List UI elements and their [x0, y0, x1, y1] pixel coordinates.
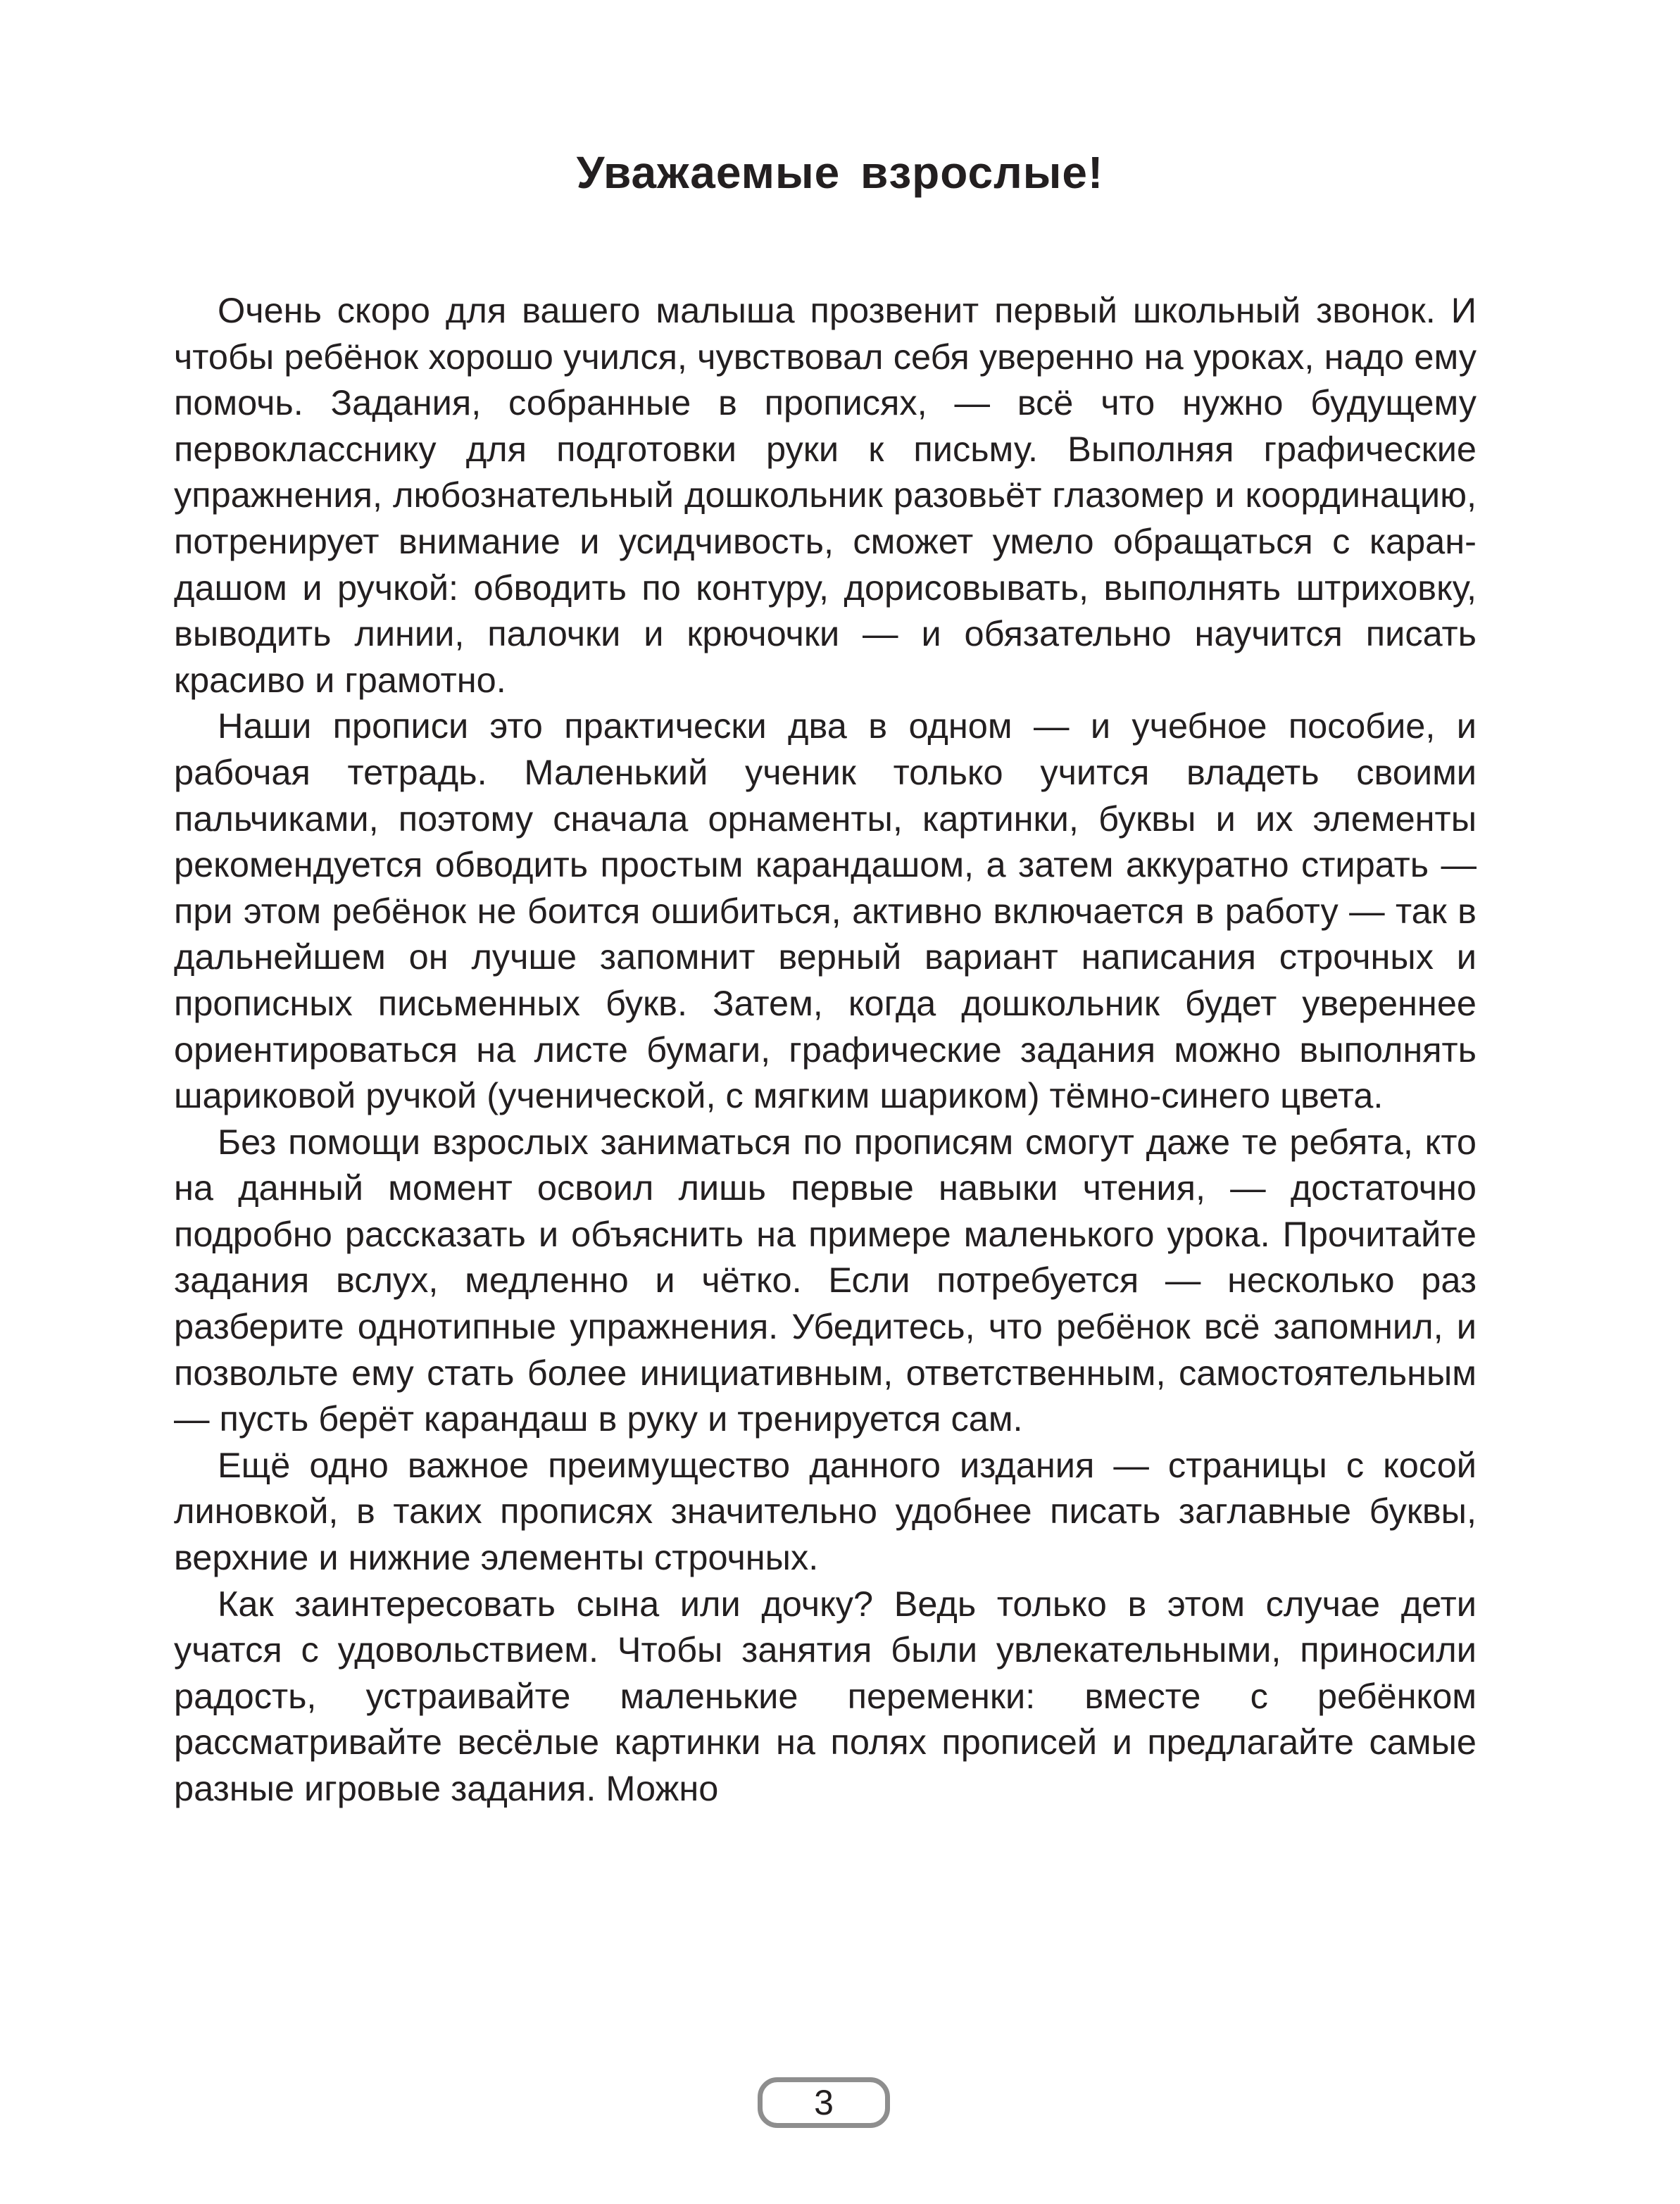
- paragraph-3: Без помощи взрослых заниматься по прописям смогут даже те ребята, кто на данный момент освоил лишь первые навыки чтения, — достаточно подробно рассказать и объяснить на примере маленького урока. Прочитайте задания вслух, медленно и чётко. Если потребуется — несколько раз разберите однотипные упражнения. Убедитесь, что ребёнок всё запомнил, и позвольте ему стать более инициативным, ответственным, самостоятельным — пусть берёт карандаш в руку и тренируется сам.: [174, 1121, 1477, 1439]
- paragraph-2: Наши прописи это практически два в одном — и учебное пособие, и рабочая тетрадь. Маленький ученик только учится владеть своими пальчиками, поэтому сначала орнаменты, картинки, буквы и их элементы рекомендуется обводить простым карандашом, а затем аккуратно стирать — при этом ребёнок не боится ошибиться, активно включается в работу — так в дальнейшем он лучше запомнит верный вариант написания строчных и прописных письменных букв. Затем, когда дошкольник будет увереннее ориентироваться на листе бумаги, графические задания можно выполнять шариковой ручкой (ученической, с мягким шариком) тёмно-синего цвета.: [174, 706, 1477, 1116]
- page-number-frame: [758, 2077, 890, 2128]
- body-text: [174, 287, 1477, 1812]
- paragraph-1: Очень скоро для вашего малыша прозвенит первый школьный звонок. И чтобы ребёнок хорошо учился, чувствовал себя уверенно на уроках, надо ему помочь. Задания, собранные в прописях, — всё что нужно будущему первокласснику для подготовки руки к письму. Выполняя графические упражнения, любознательный дошкольник разовьёт глазомер и координацию, потренирует внимание и усидчивость, сможет умело обращаться с карандашом и ручкой: обводить по контуру, дорисовывать, выполнять штриховку, выводить линии, палочки и крючочки — и обязательно научится писать красиво и грамотно.: [174, 290, 1477, 700]
- paragraph-4: Ещё одно важное преимущество данного издания — страницы с косой линовкой, в таких прописях значительно удобнее писать заглавные буквы, верхние и нижние элементы строчных.: [174, 1444, 1477, 1578]
- page-number: 3: [814, 2083, 834, 2122]
- paragraph-5: Как заинтересовать сына или дочку? Ведь только в этом случае дети учатся с удовольствием. Чтобы занятия были увлекательными, приносили радость, устраивайте маленькие переменки: вместе с ребёнком рассматривайте весёлые картинки на полях прописей и предлагайте самые разные игровые задания. Можно: [174, 1583, 1477, 1808]
- page-title: Уважаемые взрослые!: [576, 147, 1104, 198]
